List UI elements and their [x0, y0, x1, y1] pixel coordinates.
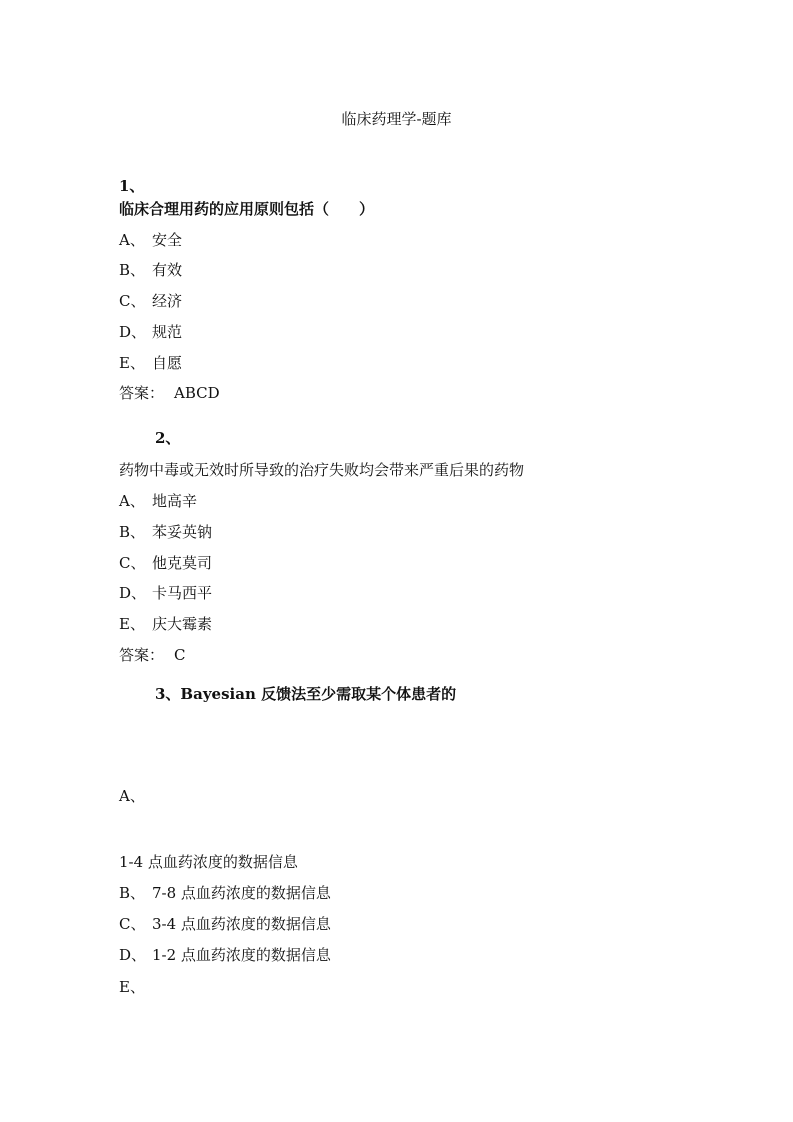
question-3-option-e-letter: E、: [119, 978, 145, 996]
question-2-option-d: [119, 583, 212, 603]
option-text: 7-8 点血药浓度的数据信息: [152, 884, 331, 902]
option-text: 他克莫司: [152, 554, 213, 572]
question-3-option-d: [119, 945, 331, 965]
option-letter: B、: [119, 884, 146, 902]
question-2-option-b: [119, 522, 212, 542]
option-letter: B、: [119, 261, 146, 279]
option-text: 自愿: [152, 354, 183, 372]
question-1-option-a: [119, 230, 182, 250]
option-text: 1-2 点血药浓度的数据信息: [152, 946, 331, 964]
question-1-option-d: [119, 322, 182, 342]
question-2-answer: [119, 645, 185, 665]
option-letter: A、: [119, 231, 145, 249]
question-2-option-e: [119, 614, 212, 634]
page-title: 临床药理学-题库: [341, 110, 452, 128]
option-text: 庆大霉素: [152, 615, 213, 633]
question-3-option-c: [119, 914, 331, 934]
option-text: 3-4 点血药浓度的数据信息: [152, 915, 331, 933]
question-1-option-e: [119, 353, 182, 373]
option-letter: E、: [119, 354, 145, 372]
option-text: 经济: [152, 292, 183, 310]
answer-label: 答案：: [119, 646, 165, 664]
question-3-option-b: [119, 883, 331, 903]
question-2-stem: 药物中毒或无效时所导致的治疗失败均会带来严重后果的药物: [119, 461, 525, 479]
question-1-option-b: [119, 260, 182, 280]
answer-label: 答案：: [119, 384, 165, 402]
question-1-answer: [119, 383, 220, 403]
option-letter: C、: [119, 292, 146, 310]
option-letter: D、: [119, 584, 147, 602]
question-3-header: 3、Bayesian 反馈法至少需取某个体患者的: [155, 685, 457, 703]
option-letter: B、: [119, 523, 146, 541]
question-2-number: 2、: [155, 429, 181, 447]
answer-value: ABCD: [174, 384, 220, 402]
option-letter: A、: [119, 492, 145, 510]
question-1-option-c: [119, 291, 182, 311]
option-letter: C、: [119, 915, 146, 933]
option-letter: D、: [119, 946, 147, 964]
option-letter: E、: [119, 615, 145, 633]
question-3-option-a-letter: A、: [119, 787, 145, 805]
option-text: 卡马西平: [152, 584, 213, 602]
option-letter: C、: [119, 554, 146, 572]
option-letter: D、: [119, 323, 147, 341]
option-text: 安全: [152, 231, 183, 249]
option-text: 有效: [152, 261, 183, 279]
question-2-option-a: [119, 491, 197, 511]
question-1-number: 1、: [119, 177, 145, 195]
question-3-option-a-text: 1-4 点血药浓度的数据信息: [119, 853, 298, 871]
option-text: 地高辛: [152, 492, 198, 510]
option-text: 苯妥英钠: [152, 523, 213, 541]
option-text: 规范: [152, 323, 183, 341]
question-1-stem: 临床合理用药的应用原则包括（ ）: [119, 200, 375, 218]
question-2-option-c: [119, 553, 212, 573]
answer-value: C: [174, 646, 186, 664]
